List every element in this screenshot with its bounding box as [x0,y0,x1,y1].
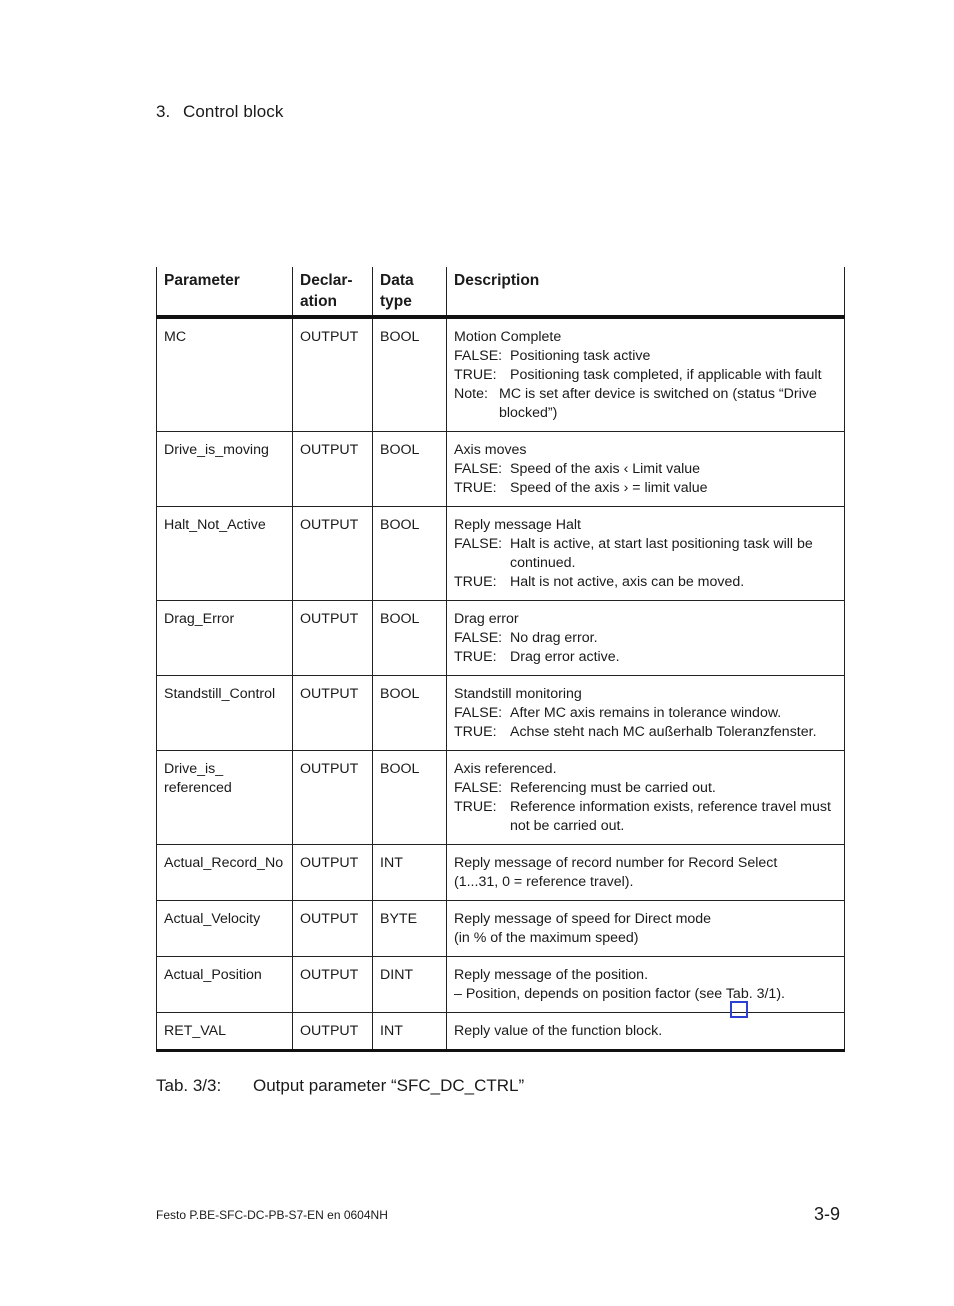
description-value: Reply message Halt [454,517,581,533]
description-key: FALSE: [454,705,503,721]
cell-data-type: BOOL [373,751,447,845]
cell-data-type: BOOL [373,676,447,751]
output-parameter-table [156,267,845,1052]
cell-data-type: BOOL [373,601,447,676]
cell-declaration: OUTPUT [293,845,373,901]
cell-parameter: Standstill_Control [157,676,293,751]
description-line [454,873,838,892]
caption-text: Output parameter “SFC_DC_CTRL” [253,1076,525,1095]
description-value: – Position, depends on position factor (see Tab. 3/1). [454,986,785,1002]
description-key: FALSE: [454,348,503,364]
chapter-title: Control block [183,102,284,121]
description-key: FALSE: [454,461,503,477]
description-line [454,723,838,742]
table-caption [156,1076,524,1096]
cell-parameter: Actual_Velocity [157,901,293,957]
cell-description [447,317,845,432]
description-line [454,760,838,779]
description-line [454,385,838,423]
cell-parameter: Drive_is_moving [157,432,293,507]
table-row [157,751,845,845]
description-line [454,610,838,629]
description-line [454,479,838,498]
description-key: TRUE: [454,480,497,496]
description-value: Halt is active, at start last positioning task will be continued. [510,536,813,571]
description-value: Drag error active. [510,649,620,665]
cell-description [447,507,845,601]
description-line [454,1022,838,1041]
description-key: TRUE: [454,799,497,815]
cell-parameter: Actual_Record_No [157,845,293,901]
table-row [157,901,845,957]
description-line [454,685,838,704]
cell-parameter: Drive_is_ referenced [157,751,293,845]
cell-data-type: BYTE [373,901,447,957]
table-row [157,601,845,676]
description-key: FALSE: [454,536,503,552]
description-line [454,966,838,985]
header-data-type: Data type [373,267,447,317]
caption-label: Tab. 3/3: [156,1076,222,1095]
description-line [454,910,838,929]
cell-declaration: OUTPUT [293,432,373,507]
description-value: (in % of the maximum speed) [454,930,639,946]
description-line [454,704,838,723]
description-key: FALSE: [454,780,503,796]
description-line [454,779,838,798]
description-line [454,441,838,460]
cell-declaration: OUTPUT [293,601,373,676]
description-line [454,535,838,573]
description-value: Reply message of record number for Record Select [454,855,778,871]
description-value: Positioning task active [510,348,651,364]
description-value: Reply message of the position. [454,967,649,983]
description-key: TRUE: [454,724,497,740]
description-value: Motion Complete [454,329,562,345]
cell-description [447,901,845,957]
cell-description [447,957,845,1013]
description-value: Reference information exists, reference travel must not be carried out. [510,799,831,834]
cell-data-type: INT [373,845,447,901]
cell-declaration: OUTPUT [293,901,373,957]
description-line [454,854,838,873]
cell-description [447,676,845,751]
cell-data-type: BOOL [373,317,447,432]
table-header-row [157,267,845,317]
cell-parameter: MC [157,317,293,432]
footer-document-id: Festo P.BE-SFC-DC-PB-S7-EN en 0604NH [156,1208,388,1222]
description-key: FALSE: [454,630,503,646]
chapter-number: 3. [156,102,171,121]
cell-data-type: BOOL [373,507,447,601]
cell-data-type: DINT [373,957,447,1013]
description-value: After MC axis remains in tolerance window. [510,705,782,721]
description-value: Axis moves [454,442,527,458]
cell-declaration: OUTPUT [293,507,373,601]
description-line [454,798,838,836]
cell-description [447,751,845,845]
description-value: Reply value of the function block. [454,1023,663,1039]
cell-parameter: RET_VAL [157,1013,293,1051]
cell-description [447,845,845,901]
header-parameter: Parameter [157,267,293,317]
cell-declaration: OUTPUT [293,751,373,845]
description-line [454,929,838,948]
description-key: TRUE: [454,574,497,590]
table-row [157,845,845,901]
cell-description [447,601,845,676]
description-value: Referencing must be carried out. [510,780,716,796]
cell-declaration: OUTPUT [293,317,373,432]
description-line [454,648,838,667]
cell-description [447,432,845,507]
description-value: Speed of the axis › = limit value [510,480,708,496]
table-row [157,432,845,507]
description-key: TRUE: [454,367,497,383]
description-value: Positioning task completed, if applicable with fault [510,367,822,383]
description-line [454,516,838,535]
cell-declaration: OUTPUT [293,1013,373,1051]
description-value: Drag error [454,611,519,627]
header-description: Description [447,267,845,317]
description-line [454,328,838,347]
description-value: Achse steht nach MC außerhalb Toleranzfenster. [510,724,817,740]
description-value: No drag error. [510,630,598,646]
description-value: Halt is not active, axis can be moved. [510,574,745,590]
cell-declaration: OUTPUT [293,676,373,751]
description-value: Speed of the axis ‹ Limit value [510,461,701,477]
header-declaration: Declar- ation [293,267,373,317]
description-key: TRUE: [454,649,497,665]
description-value: Standstill monitoring [454,686,582,702]
cell-parameter: Drag_Error [157,601,293,676]
description-line [454,629,838,648]
table-row [157,676,845,751]
table-row [157,1013,845,1051]
description-key: Note: [454,386,488,402]
description-line [454,366,838,385]
description-line [454,985,838,1004]
footer-page-number: 3-9 [813,1204,840,1224]
table-row [157,507,845,601]
cell-parameter: Actual_Position [157,957,293,1013]
description-line [454,573,838,592]
cell-description [447,1013,845,1051]
description-value: MC is set after device is switched on (status “Drive blocked”) [499,386,817,421]
cell-parameter: Halt_Not_Active [157,507,293,601]
cell-declaration: OUTPUT [293,957,373,1013]
description-value: (1...31, 0 = reference travel). [454,874,634,890]
description-line [454,347,838,366]
description-value: Axis referenced. [454,761,557,777]
selection-marker [730,1001,748,1018]
table-body [157,317,845,1051]
cell-data-type: INT [373,1013,447,1051]
table-row [157,317,845,432]
cell-data-type: BOOL [373,432,447,507]
chapter-heading [156,102,284,122]
description-value: Reply message of speed for Direct mode [454,911,712,927]
description-line [454,460,838,479]
